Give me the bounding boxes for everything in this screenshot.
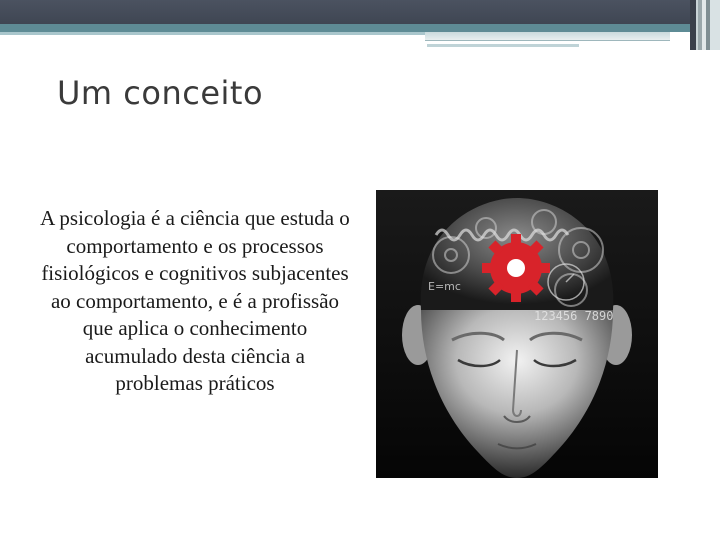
formula-text: E=mc <box>428 280 461 293</box>
top-accent-rule <box>425 40 670 41</box>
slide-title: Um conceito <box>57 74 264 112</box>
top-teal-band <box>0 24 720 32</box>
top-accent-line <box>0 32 425 35</box>
corner-decoration <box>690 0 720 50</box>
head-gears-image <box>376 190 658 478</box>
slide-body-text: A psicologia é a ciência que estuda o comportamento e os processos fisiológicos e cognitivos subjacentes ao comportamento, e é a profissão que aplica o conhecimento acumulado desta ciência a problemas práticos <box>40 206 350 395</box>
top-accent-block <box>425 32 670 40</box>
top-accent-line-short <box>427 44 579 47</box>
top-decorative-bar <box>0 0 720 24</box>
digits-text: 123456 7890 <box>534 309 614 323</box>
